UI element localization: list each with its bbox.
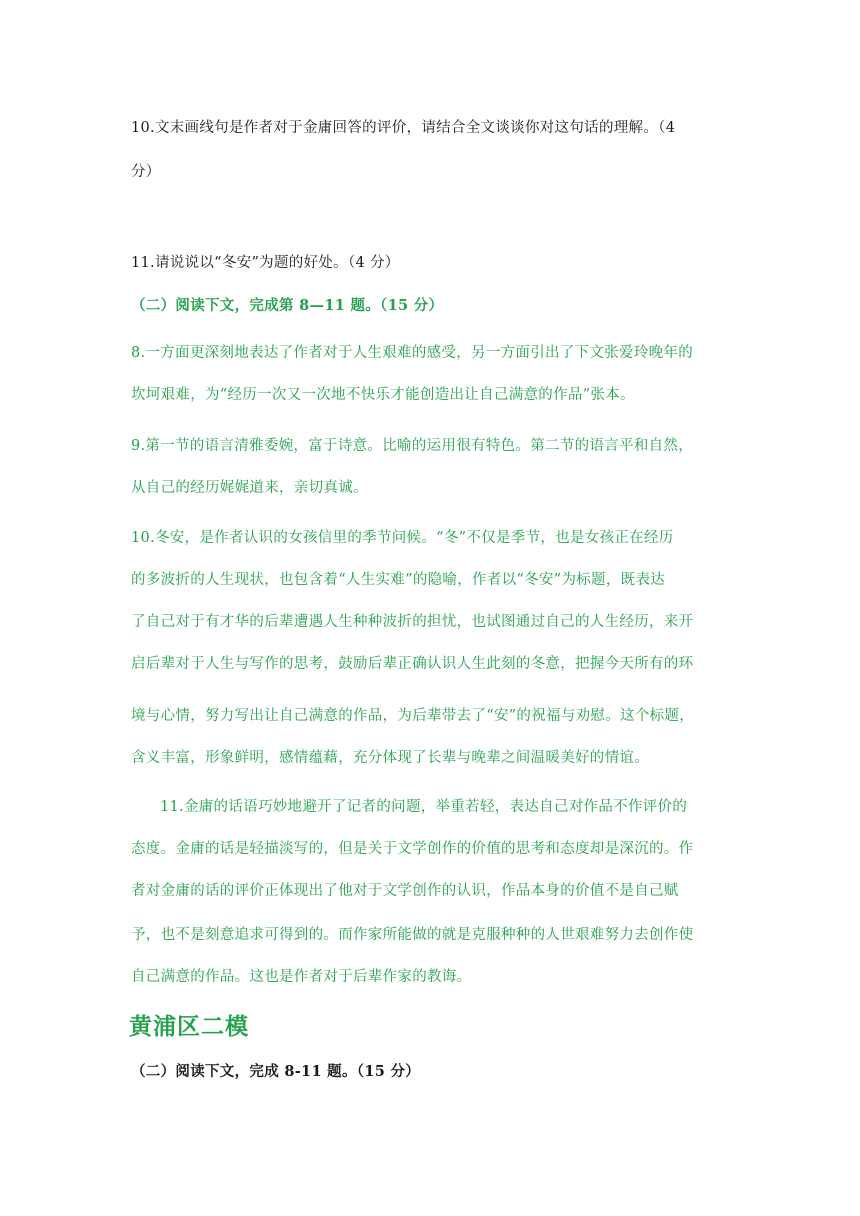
answer-9-line-1: 9.第一节的语言清雅委婉，富于诗意。比喻的运用很有特色。第二节的语言平和自然， (131, 438, 694, 454)
answer-9-line-2: 从自己的经历娓娓道来，亲切真诚。 (131, 480, 368, 496)
answer-11-line-3: 者对金庸的话的评价正体现出了他对于文学创作的认识，作品本身的价值不是自己赋 (131, 883, 679, 899)
answer-11-line-2: 态度。金庸的话是轻描淡写的，但是关于文学创作的价值的思考和态度却是深沉的。作 (131, 841, 694, 857)
answer-10-line-3: 了自己对于有才华的后辈遭遇人生种种波折的担忧，也试图通过自己的人生经历，来开 (131, 614, 694, 630)
section-title: 黄浦区二模 (129, 1014, 249, 1040)
answer-10-line-4: 启后辈对于人生与写作的思考，鼓励后辈正确认识人生此刻的冬意，把握今天所有的环 (131, 656, 694, 672)
answer-11-line-5: 自己满意的作品。这也是作者对于后辈作家的教诲。 (131, 969, 472, 985)
answer-section-header: （二）阅读下文，完成第 8—11 题。（15 分） (131, 297, 444, 314)
answer-10-line-5: 境与心情，努力写出让自己满意的作品，为后辈带去了“安”的祝福与劝慰。这个标题， (131, 708, 695, 724)
answer-8-line-1: 8.一方面更深刻地表达了作者对于人生艰难的感受，另一方面引出了下文张爱玲晚年的 (131, 345, 694, 361)
question-11: 11.请说说以“冬安”为题的好处。（4 分） (131, 255, 400, 271)
answer-10-line-1: 10.冬安，是作者认识的女孩信里的季节问候。“冬”不仅是季节，也是女孩正在经历 (131, 530, 674, 546)
answer-10-line-2: 的多波折的人生现状，也包含着“人生实难”的隐喻，作者以“冬安”为标题，既表达 (131, 572, 666, 588)
answer-11-line-4: 予，也不是刻意追求可得到的。而作家所能做的就是克服种种的人世艰难努力去创作使 (131, 927, 694, 943)
question-10-line-1: 10.文末画线句是作者对于金庸回答的评价，请结合全文谈谈你对这句话的理解。（4 (131, 120, 676, 136)
answer-8-line-2: 坎坷艰难，为“经历一次又一次地不快乐才能创造出让自己满意的作品”张本。 (131, 387, 635, 403)
next-section-header: （二）阅读下文，完成 8-11 题。（15 分） (131, 1063, 421, 1080)
question-10-line-2: 分） (131, 164, 161, 180)
answer-11-line-1: 11.金庸的话语巧妙地避开了记者的问题，举重若轻，表达自己对作品不作评价的 (160, 799, 688, 815)
answer-10-line-6: 含义丰富，形象鲜明，感情蕴藉，充分体现了长辈与晚辈之间温暖美好的情谊。 (131, 750, 649, 766)
